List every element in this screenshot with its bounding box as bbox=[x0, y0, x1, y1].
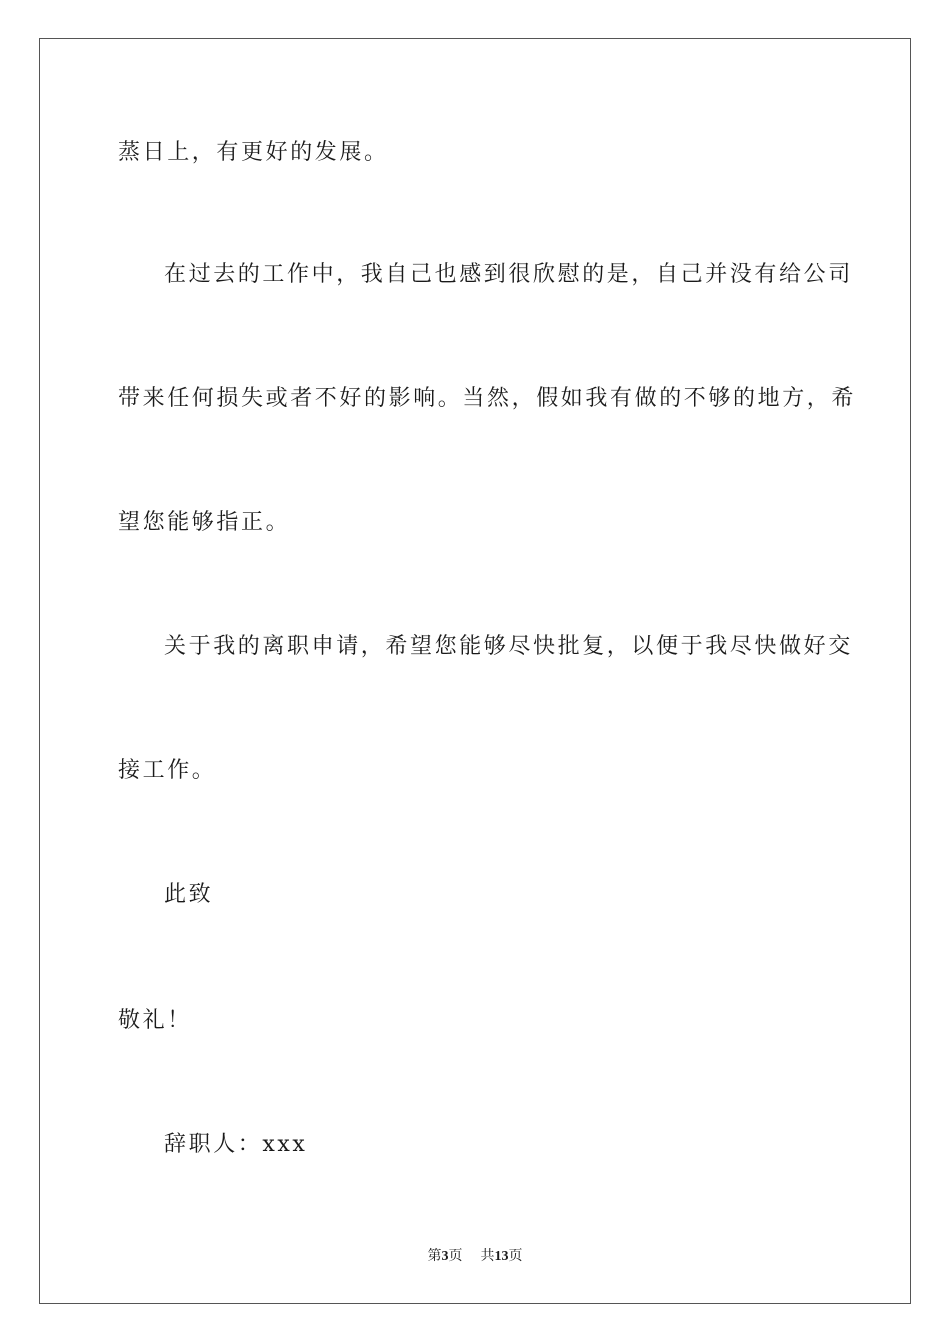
body-line-2: 在过去的工作中，我自己也感到很欣慰的是，自己并没有给公司 bbox=[164, 262, 853, 287]
body-line-1: 蒸日上，有更好的发展。 bbox=[118, 140, 389, 165]
page-footer bbox=[0, 1248, 950, 1266]
page-label-suffix: 页 bbox=[448, 1249, 463, 1264]
total-label-prefix: 共 bbox=[480, 1249, 495, 1264]
body-line-3: 带来任何损失或者不好的影响。当然，假如我有做的不够的地方，希 bbox=[118, 386, 857, 411]
total-pages: 13 bbox=[494, 1249, 509, 1264]
body-line-6: 接工作。 bbox=[118, 758, 217, 783]
total-label-suffix: 页 bbox=[508, 1249, 523, 1264]
closing-salutation: 此致 bbox=[164, 882, 214, 907]
closing-regards: 敬礼！ bbox=[118, 1008, 192, 1033]
signature-line: 辞职人：xxx bbox=[164, 1132, 308, 1157]
body-line-5: 关于我的离职申请，希望您能够尽快批复，以便于我尽快做好交 bbox=[164, 634, 853, 659]
page-label-prefix: 第 bbox=[427, 1249, 442, 1264]
page-border bbox=[39, 38, 911, 1304]
body-line-4: 望您能够指正。 bbox=[118, 510, 291, 535]
page-number: 3 bbox=[441, 1249, 449, 1264]
